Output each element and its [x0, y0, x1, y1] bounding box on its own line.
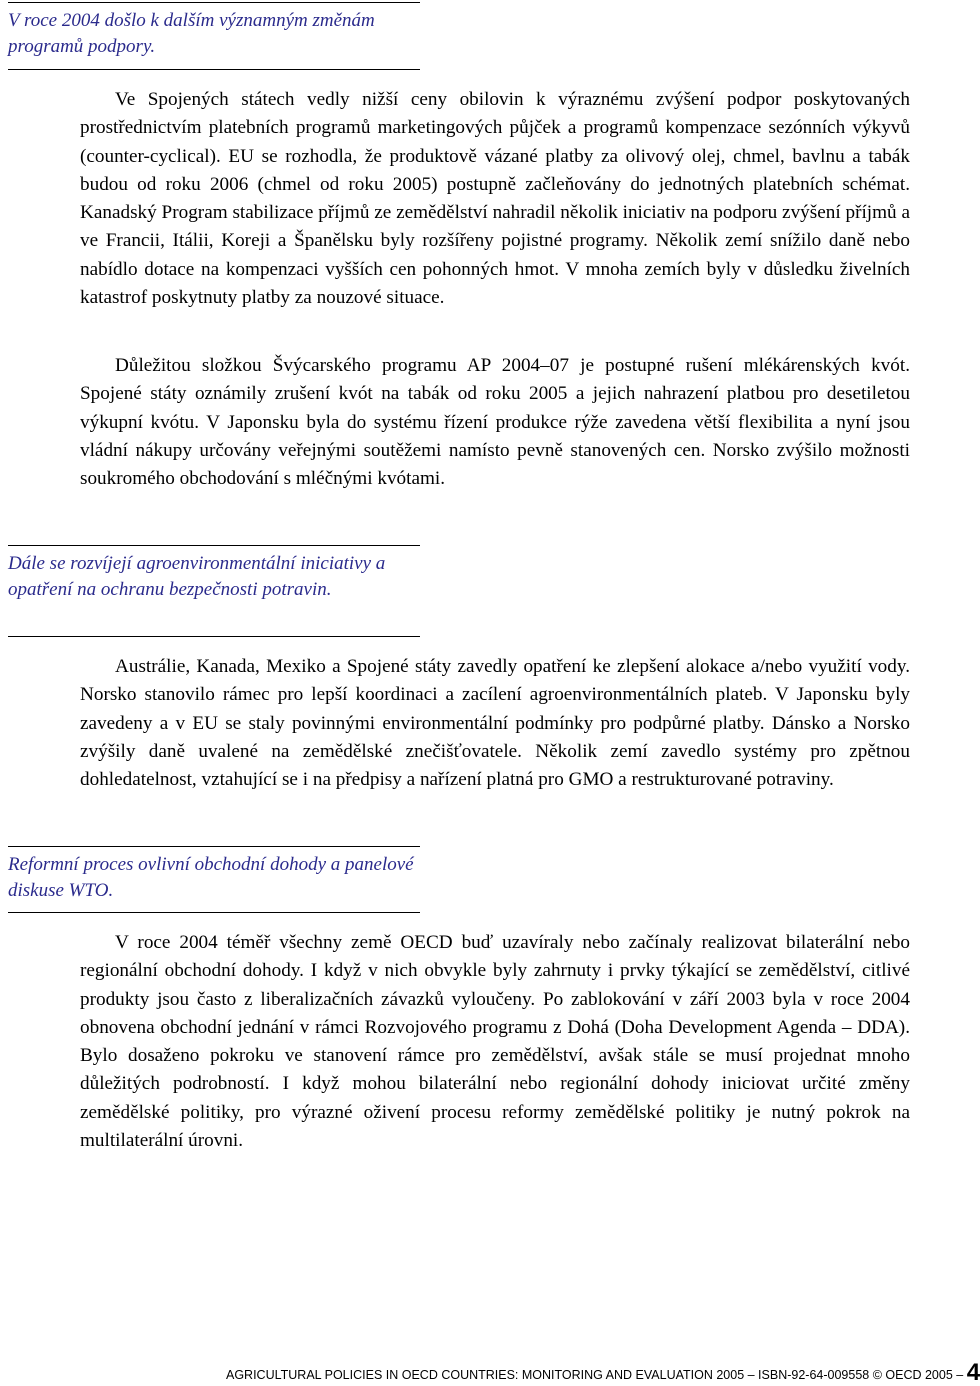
page-number: 4: [966, 1359, 980, 1386]
body-paragraph: Austrálie, Kanada, Mexiko a Spojené státy zavedly opatření ke zlepšení alokace a/nebo využití vody. Norsko stanovilo rámec pro lepší koordinaci a zacílení agroenvironmentálních plateb. V Japonsku byly zavedeny a v EU se staly povinnými environmentální podmínky pro podpůrné platby. Dánsko a Norsko zvýšily daně uvalené na zemědělské znečišťovatele. Několik zemí zavedlo systémy pro zpětnou dohledatelnost, vztahující se i na předpisy a nařízení platná pro GMO a restrukturované potraviny.: [80, 656, 910, 791]
footer-text: AGRICULTURAL POLICIES IN OECD COUNTRIES: MONITORING AND EVALUATION 2005 – ISBN-92-64-009558 © OECD 2005 –: [226, 1368, 964, 1382]
body-paragraph: V roce 2004 téměř všechny země OECD buď uzavíraly nebo začínaly realizovat bilaterální nebo regionální obchodní dohody. I když v nich obvykle byly zahrnuty i prvky týkající se zemědělství, citlivé produkty jsou často z liberalizačních závazků vyloučeny. Po zablokování v září 2003 byla v roce 2004 obnovena obchodní jednání v rámci Rozvojového programu z Dohá (Doha Development Agenda – DDA). Bylo dosaženo pokroku ve stanovení rámce pro zemědělství, avšak stále se musí projednat mnoho důležitých podrobností. I když mohou bilaterální nebo regionální dohody iniciovat určité změny zemědělské politiky, pro výrazné oživení procesu reformy zemědělské politiky je nutný pokrok na multilaterální úrovni.: [80, 932, 910, 1152]
section-rule-top: [8, 545, 420, 546]
section-rule-bottom: [8, 69, 420, 70]
section-heading: Dále se rozvíjejí agroenvironmentální iniciativy a opatření na ochranu bezpečnosti potravin.: [8, 553, 386, 600]
section-rule-bottom: [8, 912, 420, 913]
section-rule-top: [8, 846, 420, 847]
section-heading: Reformní proces ovlivní obchodní dohody a panelové diskuse WTO.: [8, 854, 414, 901]
section-rule-top: [8, 2, 420, 3]
section-heading: V roce 2004 došlo k dalším významným změnám programů podpory.: [8, 10, 375, 57]
body-paragraph: Důležitou složkou Švýcarského programu AP 2004–07 je postupné rušení mlékárenských kvót. Spojené státy oznámily zrušení kvót na tabák od roku 2005 a jejich nahrazení platbou pro desetiletou výkupní kvótu. V Japonsku byla do systému řízení produkce rýže zavedena větší flexibilita a nyní jsou vládní nákupy určovány veřejnými soutěžemi namísto pevně stanovených cen. Norsko zvýšilo možnosti soukromého obchodování s mléčnými kvótami.: [80, 355, 910, 490]
body-paragraph: Ve Spojených státech vedly nižší ceny obilovin k výraznému zvýšení podpor poskytovaných prostřednictvím platebních programů marketingových půjček a programů kompenzace sezónních výkyvů (counter-cyclical). EU se rozhodla, že produktově vázané platby za olivový olej, chmel, bavlnu a tabák budou od roku 2006 (chmel od roku 2005) postupně začleňovány do jednotných platebních schémat. Kanadský Program stabilizace příjmů ze zemědělství nahradil několik iniciativ na podporu zvýšení příjmů a ve Francii, Itálii, Koreji a Španělsku byly rozšířeny pojistné programy. Několik zemí snížilo daně nebo nabídlo dotace na kompenzaci vyšších cen pohonných hmot. V mnoha zemích byly v důsledku živelních katastrof poskytnuty platby za nouzové situace.: [80, 89, 910, 309]
page-footer: [226, 1359, 980, 1386]
section-rule-bottom: [8, 636, 420, 637]
